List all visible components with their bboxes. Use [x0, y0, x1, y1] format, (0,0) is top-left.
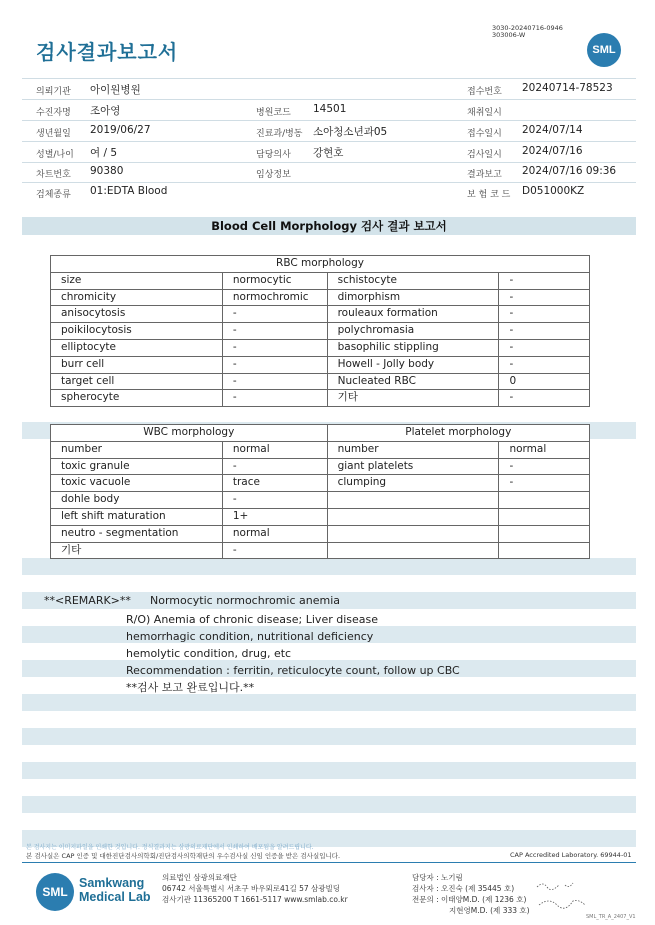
wbc-cell: -	[499, 458, 590, 475]
rbc-cell: -	[499, 323, 590, 340]
divider	[22, 99, 636, 100]
brand-line2: Medical Lab	[79, 890, 151, 904]
wbc-cell: -	[222, 492, 327, 509]
wbc-cell: 1+	[222, 508, 327, 525]
stripe	[22, 694, 636, 711]
remark-lines	[126, 611, 460, 696]
staff-block	[412, 872, 530, 916]
wbc-cell	[327, 525, 499, 542]
clinical-label: 임상정보	[256, 170, 291, 180]
specialist-2: 지현영M.D. (제 333 호)	[449, 906, 530, 915]
wbc-cell: number	[327, 441, 499, 458]
brand-line1: Samkwang	[79, 876, 145, 890]
divider	[22, 141, 636, 142]
wbc-row	[51, 542, 590, 559]
wbc-cell	[499, 542, 590, 559]
wbc-cell: -	[222, 458, 327, 475]
wbc-cell: -	[222, 542, 327, 559]
rbc-cell: poikilocytosis	[51, 323, 223, 340]
wbc-cell	[499, 492, 590, 509]
receipt-date-label: 접수일시	[467, 129, 502, 139]
footer-note-1: 본 검사지는 이미지파일을 인쇄한 것입니다. 정식결과지는 삼광의료재단에서 인쇄하여 배포됨을 알려드립니다.	[26, 844, 314, 851]
chart-no-value: 90380	[90, 165, 124, 177]
exam-date-value: 2024/07/16	[522, 145, 583, 157]
wbc-row	[51, 458, 590, 475]
rbc-cell: -	[499, 356, 590, 373]
collect-date-label: 채취일시	[467, 108, 502, 118]
form-code: SML_TR_A_2407_V1	[586, 914, 636, 920]
rbc-cell: rouleaux formation	[327, 306, 499, 323]
insurance-value: D051000KZ	[522, 185, 585, 197]
insurance-label: 보 험 코 드	[467, 190, 511, 200]
remark-first-line: Normocytic normochromic anemia	[150, 594, 341, 607]
wbc-row	[51, 525, 590, 542]
wbc-cell	[327, 492, 499, 509]
rbc-cell: spherocyte	[51, 390, 223, 407]
wbc-row	[51, 492, 590, 509]
wbc-table-title: WBC morphology	[51, 425, 328, 442]
wbc-cell: trace	[222, 475, 327, 492]
samkwang-logo: SML	[36, 873, 74, 911]
rbc-cell: -	[222, 390, 327, 407]
doctor-label: 담당의사	[256, 150, 291, 160]
footer-note-2: 본 검사실은 CAP 인증 및 대한진단검사의학회/진단검사의학재단의 우수검사실 신임 인증을 받은 검사실입니다.	[26, 852, 341, 860]
rbc-cell: -	[222, 323, 327, 340]
wbc-cell: left shift maturation	[51, 508, 223, 525]
rbc-row	[51, 339, 590, 356]
remark-label: **<REMARK>**	[44, 594, 131, 607]
specialist-label: 전문의 :	[412, 895, 439, 904]
divider	[22, 162, 636, 163]
rbc-cell: -	[499, 339, 590, 356]
wbc-cell	[499, 508, 590, 525]
rbc-cell: -	[222, 356, 327, 373]
rbc-cell: Nucleated RBC	[327, 373, 499, 390]
rbc-row	[51, 356, 590, 373]
page-title: 검사결과보고서	[36, 40, 179, 64]
signature-image	[535, 877, 595, 917]
specialist-1: 이태양M.D. (제 1236 호)	[441, 895, 527, 904]
rbc-cell: -	[222, 339, 327, 356]
rbc-cell: basophilic stippling	[327, 339, 499, 356]
remark-line: hemolytic condition, drug, etc	[126, 647, 292, 660]
hospital-code-label: 병원코드	[256, 108, 291, 118]
remark-line: Recommendation : ferritin, reticulocyte count, follow up CBC	[126, 664, 460, 677]
rbc-cell: anisocytosis	[51, 306, 223, 323]
remark-line: hemorrhagic condition, nutritional deficiency	[126, 630, 374, 643]
tech-label: 검사자 :	[412, 884, 439, 893]
staff-label: 담당자 :	[412, 873, 439, 882]
org-block	[162, 872, 348, 905]
hospital-code-value: 14501	[313, 103, 347, 115]
specimen-value: 01:EDTA Blood	[90, 185, 168, 197]
wbc-cell: neutro - segmentation	[51, 525, 223, 542]
hospital-value: 아이원병원	[90, 84, 141, 96]
specimen-label: 검체종류	[36, 190, 71, 200]
org-name: 의료법인 삼광의료재단	[162, 873, 237, 882]
rbc-cell: -	[499, 272, 590, 289]
remark-line: R/O) Anemia of chronic disease; Liver disease	[126, 613, 379, 626]
patient-value: 조아영	[90, 105, 121, 117]
sml-logo: SML	[587, 33, 621, 67]
stripe	[22, 728, 636, 745]
rbc-cell: schistocyte	[327, 272, 499, 289]
doctor-value: 강현호	[313, 147, 344, 159]
divider	[22, 78, 636, 79]
rbc-row	[51, 272, 590, 289]
report-date-label: 결과보고	[467, 170, 502, 180]
exam-date-label: 검사일시	[467, 150, 502, 160]
rbc-cell: polychromasia	[327, 323, 499, 340]
rbc-cell: -	[499, 289, 590, 306]
rbc-cell: dimorphism	[327, 289, 499, 306]
rbc-cell: normocytic	[222, 272, 327, 289]
document-code	[492, 25, 563, 39]
divider	[22, 182, 636, 183]
wbc-cell	[327, 542, 499, 559]
wbc-cell: giant platelets	[327, 458, 499, 475]
staff-name: 노기림	[441, 873, 463, 882]
rbc-cell: -	[222, 306, 327, 323]
rbc-row	[51, 323, 590, 340]
wbc-cell: clumping	[327, 475, 499, 492]
receipt-no-label: 접수번호	[467, 87, 502, 97]
stripe	[22, 796, 636, 813]
rbc-cell: elliptocyte	[51, 339, 223, 356]
rbc-row	[51, 390, 590, 407]
wbc-row	[51, 441, 590, 458]
document-code-line1: 3030-20240716-0946	[492, 24, 563, 32]
chart-no-label: 차트번호	[36, 170, 71, 180]
rbc-cell: -	[499, 390, 590, 407]
section-title: Blood Cell Morphology 검사 결과 보고서	[22, 217, 636, 235]
wbc-cell: dohle body	[51, 492, 223, 509]
dob-label: 생년월일	[36, 129, 71, 139]
cap-accreditation: CAP Accredited Laboratory. 69944-01	[510, 851, 632, 859]
patient-label: 수진자명	[36, 108, 71, 118]
wbc-row	[51, 508, 590, 525]
dept-value: 소아청소년과05	[313, 126, 388, 138]
sex-age-label: 성별/나이	[36, 150, 74, 160]
wbc-cell: toxic vacuole	[51, 475, 223, 492]
report-date-value: 2024/07/16 09:36	[522, 165, 617, 177]
rbc-cell: Howell - Jolly body	[327, 356, 499, 373]
wbc-cell: normal	[222, 525, 327, 542]
org-address: 06742 서울특별시 서초구 바우뫼로41길 57 삼광빌딩	[162, 884, 341, 893]
rbc-cell: -	[499, 306, 590, 323]
receipt-date-value: 2024/07/14	[522, 124, 583, 136]
wbc-cell: normal	[222, 441, 327, 458]
footer-divider	[22, 862, 636, 863]
dept-label: 진료과/병동	[256, 129, 303, 139]
rbc-cell: burr cell	[51, 356, 223, 373]
rbc-row	[51, 289, 590, 306]
document-code-line2: 303006-W	[492, 31, 526, 39]
rbc-cell: size	[51, 272, 223, 289]
platelet-table-title: Platelet morphology	[327, 425, 589, 442]
wbc-row	[51, 475, 590, 492]
rbc-cell: 기타	[327, 390, 499, 407]
receipt-no-value: 20240714-78523	[522, 82, 613, 94]
rbc-cell: -	[222, 373, 327, 390]
stripe	[22, 762, 636, 779]
rbc-cell: chromicity	[51, 289, 223, 306]
rbc-row	[51, 373, 590, 390]
rbc-cell: 0	[499, 373, 590, 390]
wbc-cell: toxic granule	[51, 458, 223, 475]
tech-name: 오진숙 (제 35445 호)	[441, 884, 515, 893]
wbc-cell	[499, 525, 590, 542]
org-contact: 검사기관 11365200 T 1661-5117 www.smlab.co.kr	[162, 895, 348, 904]
dob-value: 2019/06/27	[90, 124, 151, 136]
rbc-morphology-table	[50, 255, 590, 407]
rbc-cell: normochromic	[222, 289, 327, 306]
wbc-cell: number	[51, 441, 223, 458]
brand-name	[79, 876, 151, 904]
rbc-table-title: RBC morphology	[51, 256, 590, 273]
stripe	[22, 558, 636, 575]
sex-age-value: 여 / 5	[90, 147, 118, 159]
wbc-cell: normal	[499, 441, 590, 458]
wbc-cell: -	[499, 475, 590, 492]
wbc-cell: 기타	[51, 542, 223, 559]
rbc-cell: target cell	[51, 373, 223, 390]
hospital-label: 의뢰기관	[36, 87, 71, 97]
remark-line: **검사 보고 완료입니다.**	[126, 681, 255, 694]
wbc-cell	[327, 508, 499, 525]
rbc-row	[51, 306, 590, 323]
divider	[22, 120, 636, 121]
wbc-platelet-morphology-table	[50, 424, 590, 559]
